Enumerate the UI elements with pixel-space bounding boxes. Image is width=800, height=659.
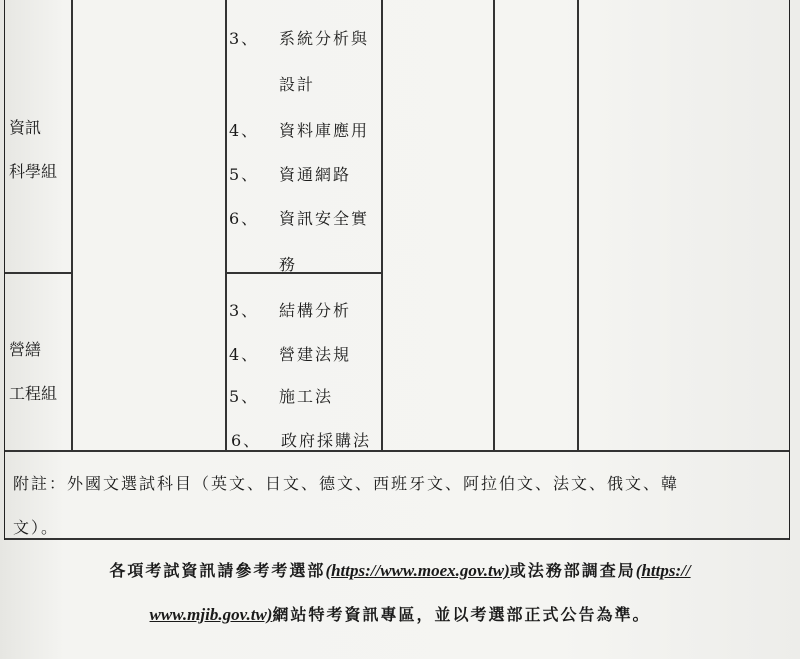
subject-name: 資通網路 xyxy=(279,165,352,184)
group-label-construction xyxy=(9,328,57,416)
footer-line-1 xyxy=(0,558,800,581)
subject-item xyxy=(229,342,352,365)
subject-name: 營建法規 xyxy=(279,345,352,364)
subject-name: 務 xyxy=(279,255,298,274)
group-label-line: 營繕 xyxy=(9,340,42,359)
subject-number: 3、 xyxy=(229,29,260,48)
col-divider xyxy=(225,0,227,450)
subject-name: 資訊安全實 xyxy=(279,209,370,228)
subjects-table xyxy=(4,0,790,540)
subject-name: 設計 xyxy=(279,75,316,94)
col-divider xyxy=(71,0,73,450)
footer-text: 各項考試資訊請參考考選部 xyxy=(109,561,326,580)
subject-number: 4、 xyxy=(229,121,260,140)
footer-line-2 xyxy=(0,602,800,625)
subject-number: 6、 xyxy=(231,431,262,450)
group-label-info-science xyxy=(9,106,57,194)
col-divider xyxy=(493,0,495,450)
subject-item xyxy=(229,26,370,49)
subject-name: 結構分析 xyxy=(279,301,352,320)
subject-number: 5、 xyxy=(229,165,260,184)
subject-name: 資料庫應用 xyxy=(279,121,370,140)
moex-link[interactable]: (https://www.moex.gov.tw) xyxy=(325,561,510,580)
mjib-link-start[interactable]: (https:// xyxy=(635,561,691,580)
footnote-line: 附註：外國文選試科目（英文、日文、德文、西班牙文、阿拉伯文、法文、俄文、韓 xyxy=(13,474,680,493)
subject-item xyxy=(229,206,370,229)
subject-item xyxy=(229,384,334,407)
subject-item xyxy=(229,118,370,141)
footer-text: 網站特考資訊專區，並以考選部正式公告為準。 xyxy=(272,605,651,624)
footnote xyxy=(13,462,783,550)
subject-item xyxy=(229,298,352,321)
subject-item xyxy=(229,162,352,185)
subject-number: 4、 xyxy=(229,345,260,364)
subject-number: 5、 xyxy=(229,387,260,406)
subject-name: 系統分析與 xyxy=(279,29,370,48)
subject-number: 6、 xyxy=(229,209,260,228)
subject-name: 施工法 xyxy=(279,387,334,406)
subject-name: 政府採購法 xyxy=(281,431,372,450)
footnote-line: 文）。 xyxy=(13,518,60,537)
subject-number: 3、 xyxy=(229,301,260,320)
group-label-line: 資訊 xyxy=(9,118,42,137)
subject-item xyxy=(231,428,372,451)
footer-text: 或法務部調查局 xyxy=(509,561,636,580)
group-label-line: 科學組 xyxy=(9,162,58,181)
row-divider xyxy=(225,272,381,274)
col-divider xyxy=(381,0,383,450)
mjib-link-end[interactable]: www.mjib.gov.tw) xyxy=(149,605,273,624)
col-divider xyxy=(577,0,579,450)
group-label-line: 工程組 xyxy=(9,384,58,403)
row-divider xyxy=(5,272,71,274)
row-divider xyxy=(5,450,789,452)
